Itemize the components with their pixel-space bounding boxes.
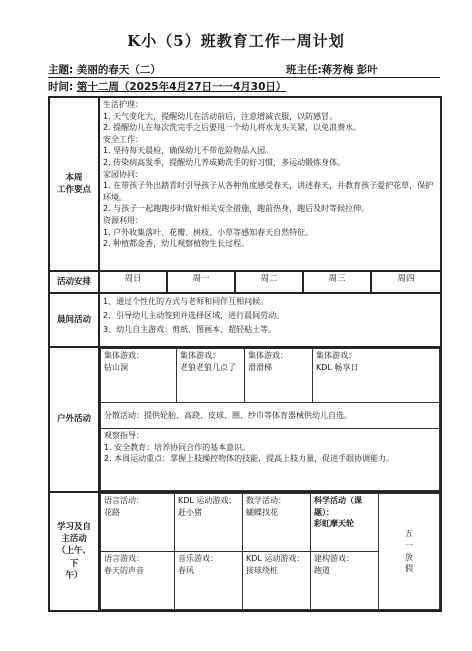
- game-body: 滑滑梯: [248, 362, 272, 372]
- activity-head: 音乐游戏：: [178, 554, 218, 563]
- goal-line: 资源利用：: [103, 215, 143, 225]
- activity-head: 数学活动：: [246, 496, 286, 505]
- game-head: 集体游戏：: [248, 351, 288, 360]
- activity-body: 跑道: [314, 565, 330, 575]
- activity-body: 接球绕桩: [246, 565, 278, 575]
- teacher-label: 班主任:: [286, 64, 322, 76]
- morning-line: 2、引导幼儿主动签到并选择区域，进行晨间劳动。: [103, 311, 285, 320]
- learning-label-line: （上午、下: [56, 546, 91, 569]
- activity-head: KDL 运动游戏：: [246, 554, 305, 563]
- outdoor-label: 户外活动: [49, 347, 99, 492]
- learning-row: [49, 492, 441, 611]
- schedule-row: [49, 271, 441, 293]
- goals-row: [49, 97, 441, 271]
- activity-body: 赶小猪: [178, 507, 202, 517]
- goal-line: 2. 提醒幼儿在每次洗完手之后要甩一个幼儿将水龙头关紧，以免浪费水。: [103, 123, 362, 133]
- activity-body: 蝴蝶找花: [246, 507, 278, 517]
- activity-body: 彩虹摩天轮: [314, 519, 354, 529]
- morning-label: 晨间活动: [49, 293, 99, 347]
- theme-row: [48, 62, 440, 78]
- teacher-block: [286, 62, 378, 77]
- learning-cell: [175, 494, 243, 552]
- time-value: 第十二周（2025年4月27日一一4月30日）: [76, 81, 287, 93]
- goal-line: 生活护理：: [103, 100, 143, 109]
- page-title: K小（5）班教育工作一周计划: [127, 32, 345, 50]
- game-body: 老狼老狼几点了: [180, 362, 236, 372]
- holiday-char: 假: [405, 564, 414, 574]
- holiday-char: 放: [405, 552, 414, 562]
- game-head: 集体游戏：: [316, 351, 356, 360]
- outdoor-game-cell: [101, 349, 177, 403]
- goals-label: [49, 97, 99, 271]
- goal-line: 1. 坚持每天晨检，确保幼儿不带危险物品入园。: [103, 146, 274, 156]
- outdoor-game-cell: [177, 349, 245, 403]
- learning-cell: [243, 494, 311, 552]
- learning-cell: [101, 552, 175, 610]
- activity-head: 建构游戏：: [314, 554, 354, 563]
- goal-line: 1. 天气变化大，提醒幼儿在活动前后，注意增减衣服，以防感冒。: [103, 111, 338, 121]
- plan-table: [48, 96, 442, 612]
- goal-line: 1. 在带孩子外出踏青时引导孩子从各种角度感受春天，讲述春天，并教育孩子爱护花草，保护环境。: [103, 181, 434, 202]
- morning-row: [49, 293, 441, 347]
- morning-line: 1、通过个性化的方式与老师和同伴互相问候。: [103, 297, 269, 306]
- outdoor-content: [99, 347, 441, 492]
- activity-body: 春风: [178, 565, 194, 575]
- goals-content: [99, 97, 441, 271]
- day-header: 周日: [99, 271, 167, 293]
- time-row: [48, 79, 440, 95]
- game-head: 集体游戏：: [104, 351, 144, 360]
- goal-line: 1. 户外收集落叶、花瓣、树枝、小草等感知春天自然特征。: [103, 227, 314, 237]
- activity-head: 科学活动（课题）：: [314, 496, 362, 517]
- outdoor-game-cell: [313, 349, 440, 403]
- learning-cell: [311, 494, 379, 552]
- learning-cell: [101, 494, 175, 552]
- holiday-char: 五: [405, 529, 414, 539]
- activity-head: KDL 运动游戏：: [178, 496, 237, 505]
- goal-line: 安全工作：: [103, 134, 143, 144]
- guide-line: 观察指导：: [104, 431, 144, 440]
- day-header: 周二: [235, 271, 303, 293]
- goal-line: 2. 传染病高发季，提醒幼儿养成勤洗手的好习惯，多运动锻炼身体。: [103, 157, 346, 167]
- guide-line: 2. 本周运动重点：掌握上肢操控物体的技能，提高上肢力量，促进手眼协调能力。: [104, 454, 395, 464]
- day-header: 周一: [167, 271, 235, 293]
- goal-line: 2. 与孩子一起跑跑步时做好相关安全措施，跑前热身，跑后及时等候拉伸。: [103, 204, 370, 214]
- learning-label-line: 学习及自: [56, 521, 91, 532]
- time-label: 时间:: [48, 81, 74, 93]
- outdoor-row: [49, 347, 441, 492]
- goal-line: 2. 种植都金香，幼儿观察植物生长过程。: [103, 239, 250, 249]
- activity-body: 春天的声音: [104, 565, 144, 575]
- goals-label-line: 工作要点: [56, 185, 91, 195]
- activity-body: 花路: [104, 507, 120, 517]
- morning-content: [99, 293, 441, 347]
- outdoor-guide-cell: [101, 429, 440, 491]
- learning-label-line: 主活动: [61, 534, 87, 545]
- game-body: KDL 畅享日: [316, 362, 359, 372]
- learning-grid: [100, 493, 440, 610]
- guide-line: 1. 安全教育：培养协同合作的基本意识。: [104, 442, 251, 452]
- outdoor-grid: [100, 348, 440, 491]
- learning-label-line: 午）: [65, 570, 83, 581]
- learning-cell: [243, 552, 311, 610]
- game-body: 钻山洞: [104, 362, 128, 372]
- goal-line: 家园协同：: [103, 169, 143, 179]
- teacher-value: 蒋芳梅 彭叶: [321, 64, 378, 76]
- day-header: 周四: [371, 271, 441, 293]
- morning-line: 3、幼儿自主游戏：剪纸、图画本、超轻粘土等。: [103, 325, 277, 334]
- activity-head: 语言活动：: [104, 496, 144, 505]
- outdoor-game-cell: [245, 349, 313, 403]
- outdoor-group-cell: 分散活动：提供轮胎、高跷、皮球、圈、纱巾等体育器械供幼儿自选。: [101, 403, 440, 429]
- learning-content: [99, 492, 441, 611]
- holiday-cell: [379, 494, 440, 610]
- theme-label: 主题:: [48, 64, 74, 76]
- learning-cell: [175, 552, 243, 610]
- schedule-label: 活动安排: [49, 271, 99, 293]
- goals-label-line: 本周: [65, 172, 83, 183]
- holiday-char: 一: [405, 540, 414, 550]
- game-head: 集体游戏：: [180, 351, 220, 360]
- learning-label: [49, 492, 99, 611]
- theme-value: 美丽的春天（二）: [76, 64, 161, 76]
- day-header: 周三: [303, 271, 371, 293]
- activity-head: 语言游戏：: [104, 554, 144, 563]
- learning-cell: [311, 552, 379, 610]
